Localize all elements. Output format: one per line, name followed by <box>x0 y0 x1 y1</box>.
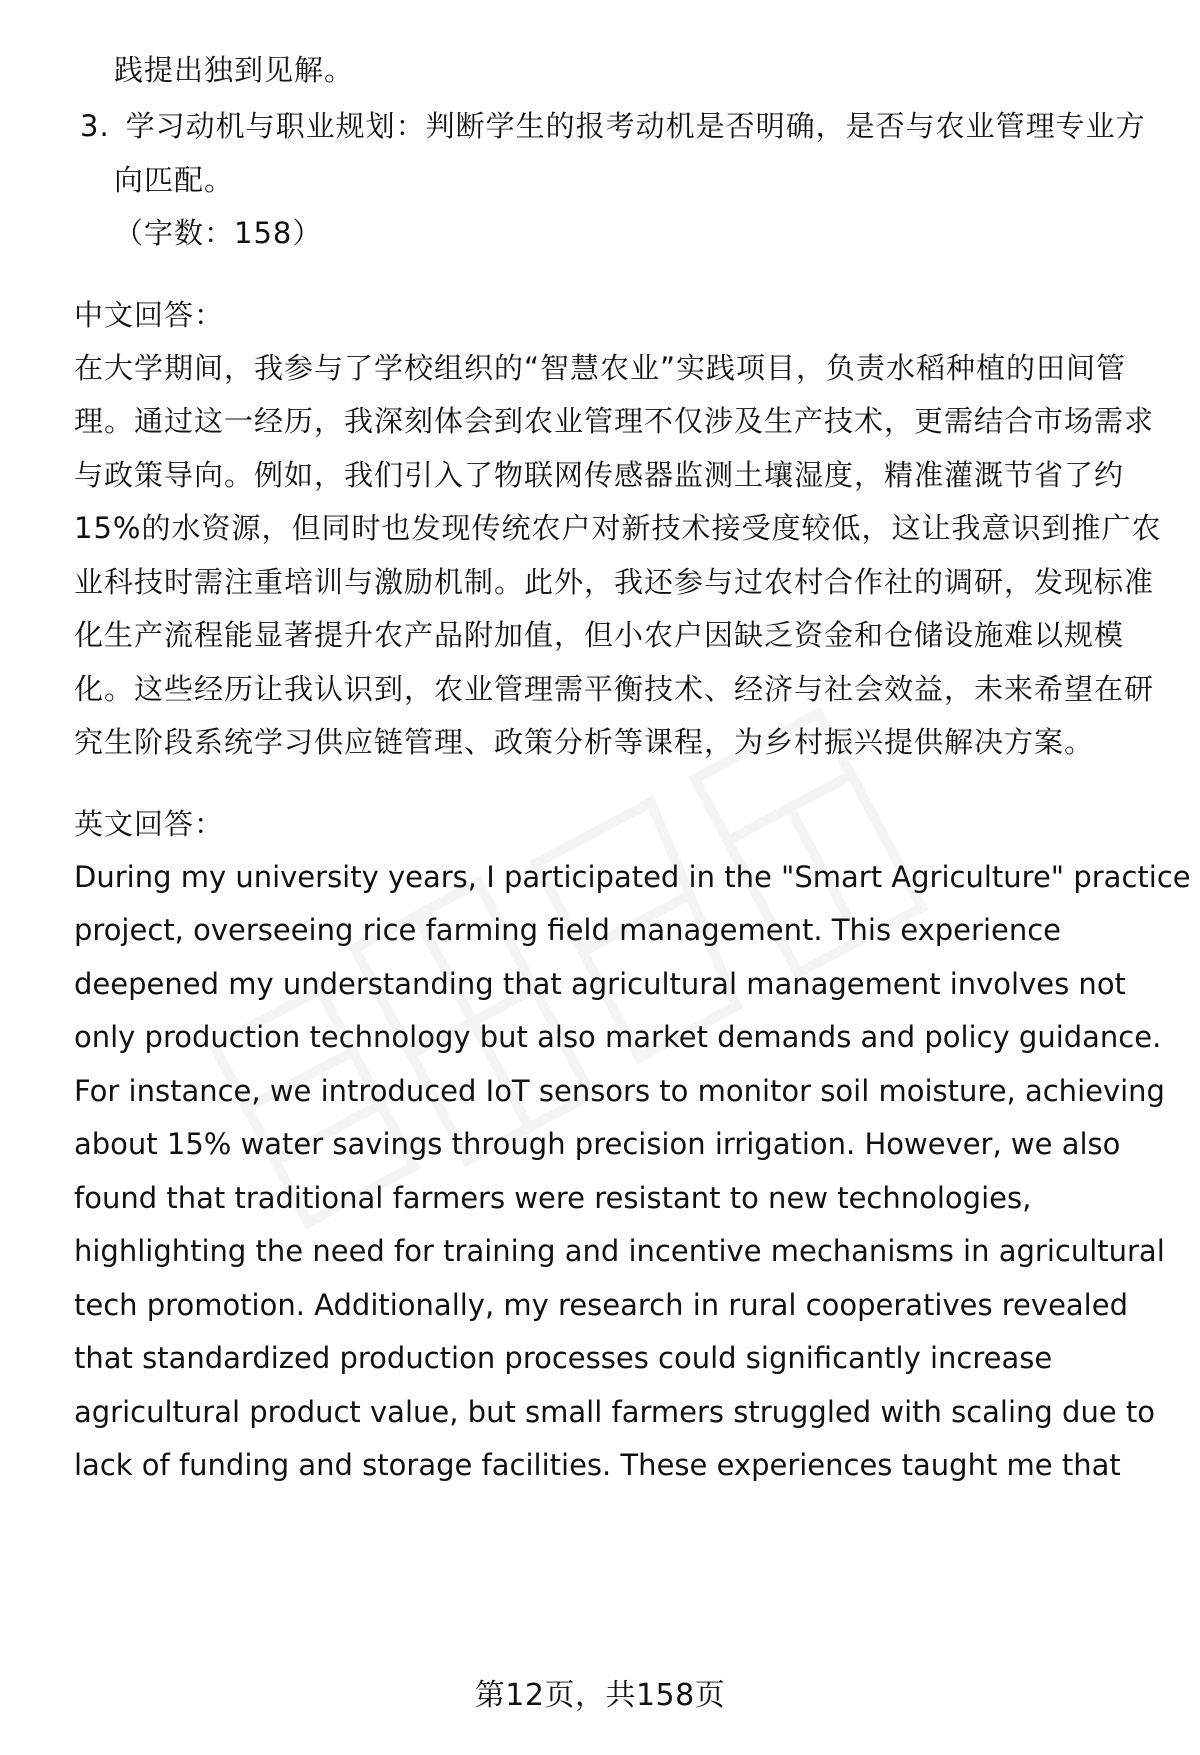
english-answer-line: that standardized production processes could significantly increase <box>74 1341 1053 1375</box>
chinese-answer-line: 究生阶段系统学习供应链管理、政策分析等课程，为乡村振兴提供解决方案。 <box>74 725 1095 759</box>
list-item-3 <box>80 106 1160 146</box>
english-answer-line: highlighting the need for training and incentive mechanisms in agricultural <box>74 1234 1165 1268</box>
chinese-answer-line: 15%的水资源，但同时也发现传统农户对新技术接受度较低，这让我意识到推广农 <box>74 511 1162 545</box>
chinese-answer-line: 在大学期间，我参与了学校组织的“智慧农业”实践项目，负责水稻种植的田间管 <box>74 351 1127 385</box>
english-answer-line: about 15% water savings through precision irrigation. However, we also <box>74 1127 1121 1161</box>
english-answer-line: deepened my understanding that agricultural management involves not <box>74 967 1126 1001</box>
chinese-answer-line: 化。这些经历让我认识到，农业管理需平衡技术、经济与社会效益，未来希望在研 <box>74 672 1155 706</box>
chinese-answer-line: 与政策导向。例如，我们引入了物联网传感器监测土壤湿度，精准灌溉节省了约 <box>74 458 1125 492</box>
english-answer-heading: 英文回答： <box>74 807 225 841</box>
word-count: （字数：158） <box>114 216 323 250</box>
english-answer-line: For instance, we introduced IoT sensors to monitor soil moisture, achieving <box>74 1074 1165 1108</box>
list-item-number: 3. <box>80 109 110 143</box>
chinese-answer-heading: 中文回答： <box>74 298 225 332</box>
english-answer-line: agricultural product value, but small farmers struggled with scaling due to <box>74 1395 1156 1429</box>
english-answer-line: project, overseeing rice farming field management. This experience <box>74 913 1062 947</box>
page-number: 第12页，共158页 <box>474 1678 726 1713</box>
english-answer-line: lack of funding and storage facilities. These experiences taught me that <box>74 1448 1121 1482</box>
english-answer-line: found that traditional farmers were resistant to new technologies, <box>74 1181 1032 1215</box>
list-item-text: 学习动机与职业规划：判断学生的报考动机是否明确，是否与农业管理专业方 <box>125 109 1146 143</box>
carry-over-line: 践提出独到见解。 <box>114 53 355 87</box>
english-answer-line: tech promotion. Additionally, my research in rural cooperatives revealed <box>74 1288 1128 1322</box>
chinese-answer-line: 化生产流程能显著提升农产品附加值，但小农户因缺乏资金和仓储设施难以规模 <box>74 618 1125 652</box>
chinese-answer-line: 业科技时需注重培训与激励机制。此外，我还参与过农村合作社的调研，发现标准 <box>74 565 1155 599</box>
english-answer-line: only production technology but also market demands and policy guidance. <box>74 1020 1162 1054</box>
chinese-answer-line: 理。通过这一经历，我深刻体会到农业管理不仅涉及生产技术，更需结合市场需求 <box>74 404 1155 438</box>
list-item-3-continuation: 向匹配。 <box>114 163 235 197</box>
english-answer-line: During my university years, I participated in the "Smart Agriculture" practice <box>74 860 1191 894</box>
